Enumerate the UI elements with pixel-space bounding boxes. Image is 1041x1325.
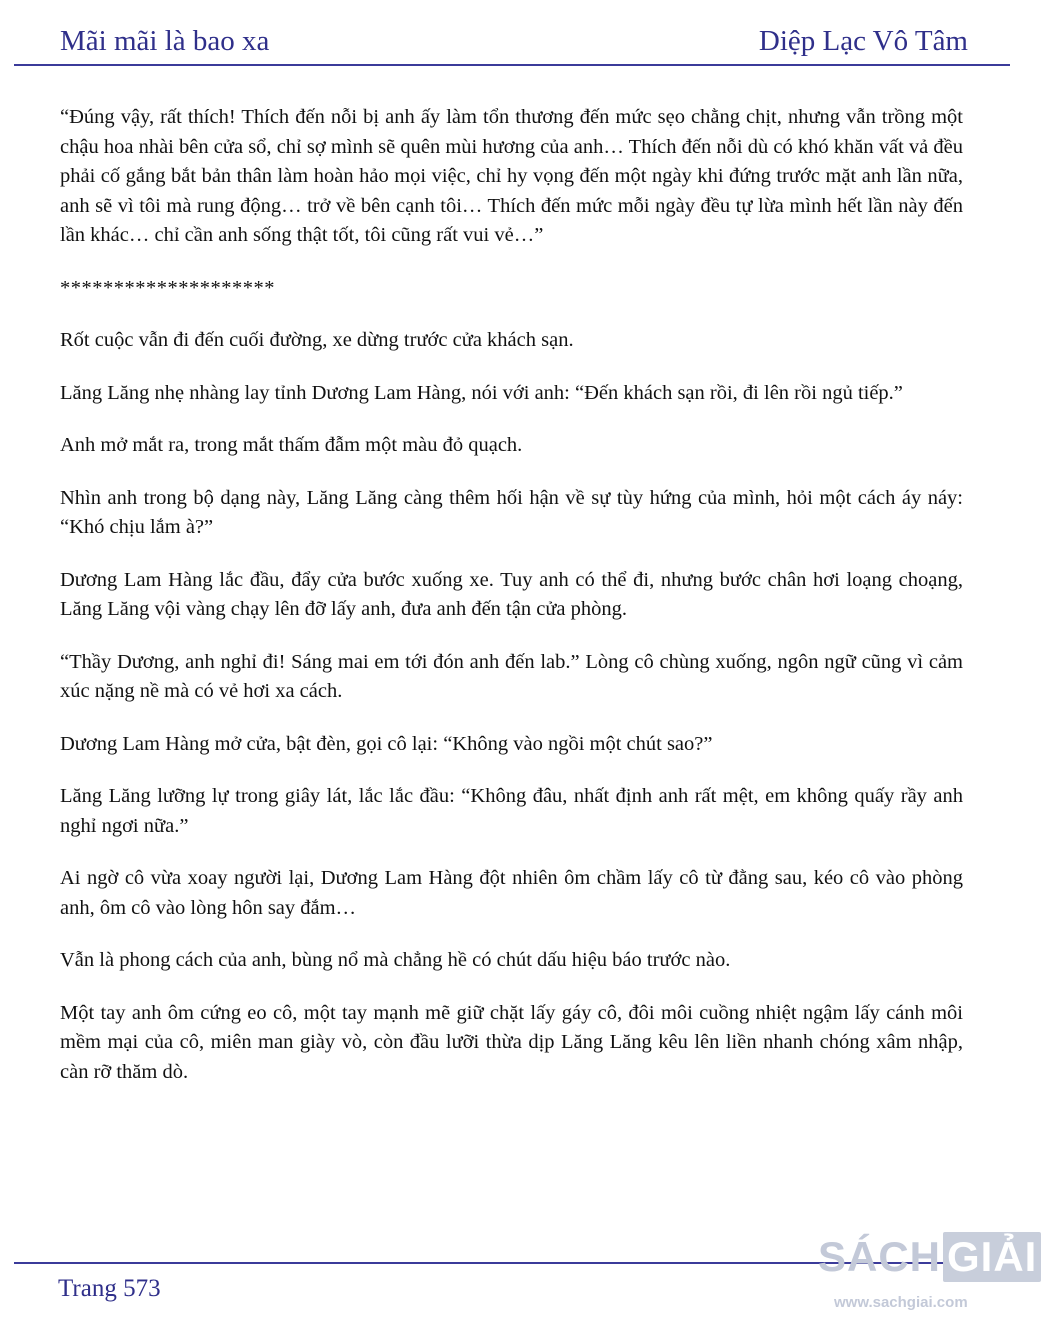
- paragraph: Ai ngờ cô vừa xoay người lại, Dương Lam Hàng đột nhiên ôm chầm lấy cô từ đằng sau, kéo cô vào phòng anh, ôm cô vào lòng hôn say đắm…: [60, 867, 963, 919]
- paragraph: Một tay anh ôm cứng eo cô, một tay mạnh mẽ giữ chặt lấy gáy cô, đôi môi cuồng nhiệt ngậm lấy cánh môi mềm mại của cô, miên man giày vò, còn đầu lưỡi thừa dịp Lăng Lăng kêu lên liền nhanh chóng xâm nhập, càn rỡ thăm dò.: [60, 1001, 963, 1083]
- paragraph: Anh mở mắt ra, trong mắt thấm đẫm một màu đỏ quạch.: [60, 434, 523, 456]
- paragraph: Lăng Lăng nhẹ nhàng lay tỉnh Dương Lam Hàng, nói với anh: “Đến khách sạn rồi, đi lên rồi ngủ tiếp.”: [60, 381, 903, 404]
- paragraph: Lăng Lăng lưỡng lự trong giây lát, lắc lắc đầu: “Không đâu, nhất định anh rất mệt, em không quấy rầy anh nghỉ ngơi nữa.”: [60, 785, 963, 837]
- paragraph: Rốt cuộc vẫn đi đến cuối đường, xe dừng trước cửa khách sạn.: [60, 329, 574, 351]
- header-divider: [14, 64, 1010, 66]
- page-body: [60, 103, 963, 1110]
- watermark-logo-left: SÁCH: [818, 1233, 942, 1280]
- section-separator: ********************: [60, 276, 275, 299]
- paragraph: Nhìn anh trong bộ dạng này, Lăng Lăng càng thêm hối hận về sự tùy hứng của mình, hỏi một cách áy náy: “Khó chịu lắm à?”: [60, 486, 963, 538]
- paragraph: “Đúng vậy, rất thích! Thích đến nỗi bị anh ấy làm tổn thương đến mức sẹo chằng chịt, nhưng vẫn trồng một chậu hoa nhài bên cửa sổ, chỉ sợ mình sẽ quên mùi hương của anh… Thích đến nỗi dù có khó khăn vất vả đều phải cố gắng bắt bản thân làm hoàn hảo mọi việc, chỉ hy vọng đến một ngày khi đứng trước mặt anh lần nữa, anh sẽ vì tôi mà rung động… trở về bên cạnh tôi… Thích đến mức mỗi ngày đều tự lừa mình hết lần này đến lần khác… chỉ cần anh sống thật tốt, tôi cũng rất vui vẻ…”: [60, 106, 963, 246]
- page-header: [0, 0, 1024, 68]
- author-name: Diệp Lạc Vô Tâm: [758, 25, 968, 57]
- paragraph: Dương Lam Hàng lắc đầu, đẩy cửa bước xuống xe. Tuy anh có thể đi, nhưng bước chân hơi loạng choạng, Lăng Lăng vội vàng chạy lên đỡ lấy anh, đưa anh đến tận cửa phòng.: [60, 568, 963, 620]
- watermark-url: www.sachgiai.com: [834, 1294, 968, 1311]
- watermark-logo-right: GIẢI: [943, 1232, 1041, 1282]
- paragraph: Vẫn là phong cách của anh, bùng nổ mà chẳng hề có chút dấu hiệu báo trước nào.: [60, 949, 731, 971]
- paragraph: “Thầy Dương, anh nghỉ đi! Sáng mai em tới đón anh đến lab.” Lòng cô chùng xuống, ngôn ngữ cũng vì cảm xúc nặng nề mà có vẻ hơi xa cách.: [60, 650, 963, 702]
- watermark-logo-text: [818, 1232, 1041, 1282]
- book-title: Mãi mãi là bao xa: [60, 25, 270, 57]
- paragraph: Dương Lam Hàng mở cửa, bật đèn, gọi cô lại: “Không vào ngồi một chút sao?”: [60, 732, 713, 755]
- watermark-logo: [818, 1226, 1038, 1325]
- page-number: Trang 573: [58, 1275, 161, 1302]
- footer-divider: [14, 1262, 1010, 1264]
